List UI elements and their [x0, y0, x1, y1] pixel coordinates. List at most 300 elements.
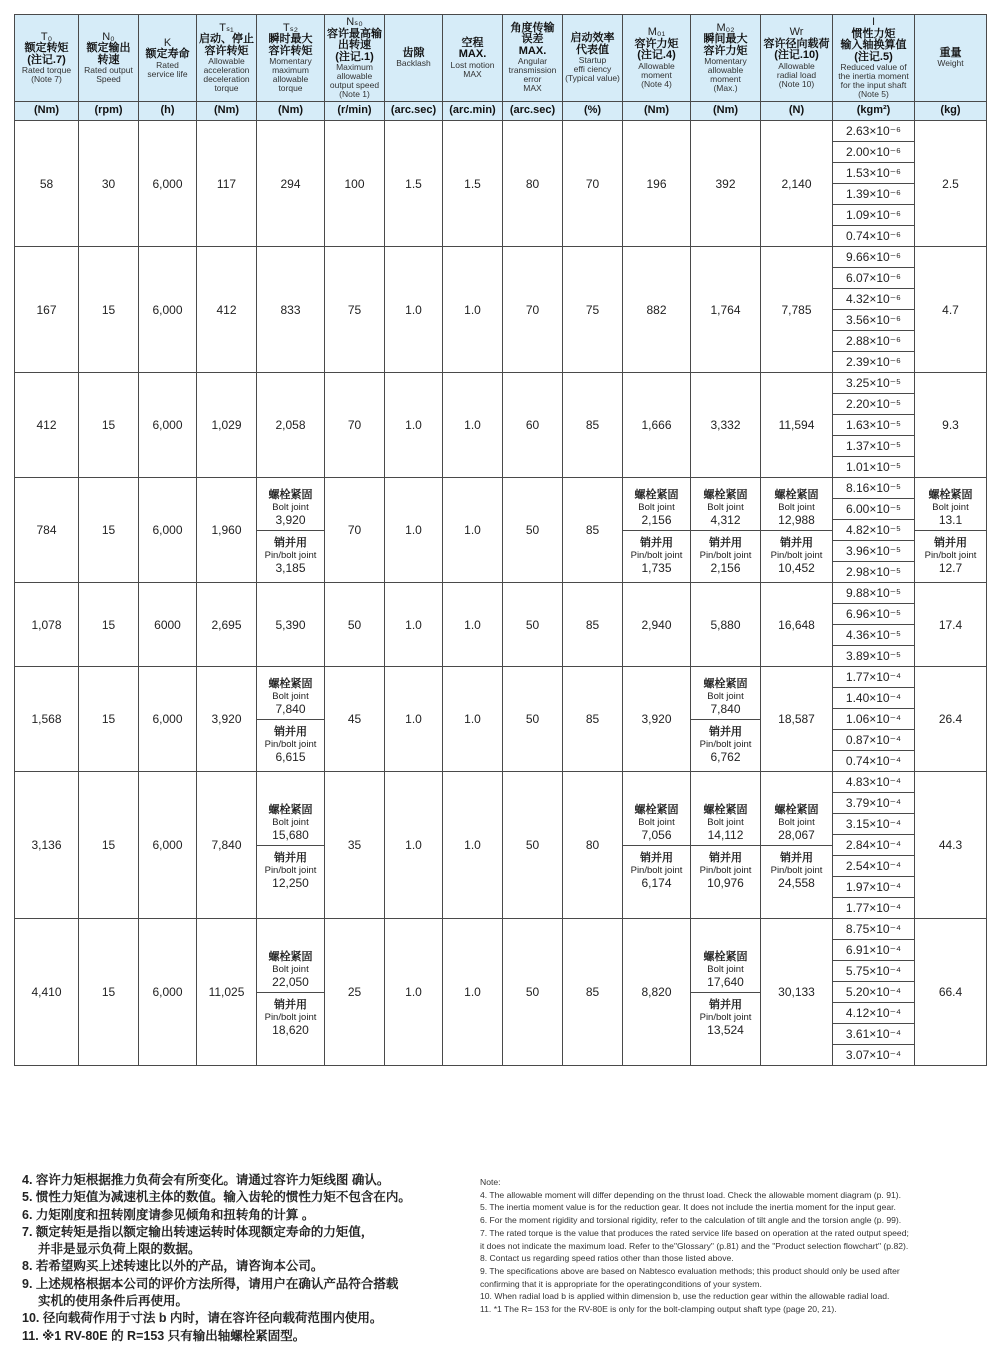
- inertia-value: 1.37×10⁻⁵: [833, 436, 915, 457]
- value-cell: 85: [563, 373, 623, 478]
- value-cell: 117: [197, 121, 257, 247]
- inertia-value: 4.32×10⁻⁶: [833, 289, 915, 310]
- note-cn-line: 并非是显示负荷上限的数据。: [38, 1242, 201, 1257]
- joint-type-chinese: 销并用: [274, 851, 307, 864]
- joint-type-chinese: 螺栓紧固: [634, 803, 679, 816]
- inertia-value: 8.16×10⁻⁵: [833, 478, 915, 499]
- header-english: Momentary maximum allowable torque: [269, 56, 312, 94]
- column-header-6: [385, 15, 443, 102]
- joint-type-english: Pin/bolt joint: [264, 1011, 317, 1023]
- value-cell: 15: [79, 667, 139, 772]
- split-value-cell: [623, 478, 691, 583]
- header-symbol: Tₛ₂: [282, 21, 299, 34]
- value-cell: 16,648: [761, 583, 833, 667]
- value-cell: 294: [257, 121, 325, 247]
- inertia-value: 2.54×10⁻⁴: [833, 856, 915, 877]
- header-symbol: M₀₁: [647, 26, 666, 39]
- header-chinese: 启动效率 代表值: [570, 32, 615, 56]
- joint-type-chinese: 销并用: [709, 851, 742, 864]
- joint-type-english: Pin/bolt joint: [699, 738, 752, 750]
- note-en-line: 8. Contact us regarding speed ratios other than those listed above.: [480, 1253, 734, 1264]
- header-symbol: K: [163, 36, 172, 49]
- value-cell: 3,332: [691, 373, 761, 478]
- value-cell: 1,568: [15, 667, 79, 772]
- unit-cell-10: (Nm): [623, 102, 691, 121]
- joint-type-english: Bolt joint: [272, 501, 309, 513]
- header-english: Reduced value of the inertia moment for the input shaft (Note 5): [838, 62, 909, 100]
- value-cell: 3,920: [623, 667, 691, 772]
- note-en-line: 7. The rated torque is the value that produces the rated service life based on operation at the rated output speed;: [480, 1227, 909, 1238]
- value-cell: 2,940: [623, 583, 691, 667]
- column-header-12: [761, 15, 833, 102]
- value-cell: 5,880: [691, 583, 761, 667]
- value-cell: 85: [563, 667, 623, 772]
- split-value-cell: [623, 772, 691, 919]
- value-cell: 1,078: [15, 583, 79, 667]
- header-chinese: 重量: [939, 46, 962, 59]
- value-cell: 58: [15, 121, 79, 247]
- value-cell: 1,029: [197, 373, 257, 478]
- inertia-value: 1.39×10⁻⁶: [833, 184, 915, 205]
- header-symbol: Nₛ₀: [346, 16, 363, 29]
- bolt-joint-group: [257, 483, 324, 530]
- header-english: Backlash: [396, 58, 431, 69]
- column-header-0: [15, 15, 79, 102]
- joint-value: 17,640: [707, 974, 744, 989]
- joint-value: 7,056: [641, 827, 672, 842]
- unit-cell-4: (Nm): [257, 102, 325, 121]
- column-header-4: [257, 15, 325, 102]
- bolt-joint-group: [623, 798, 690, 845]
- value-cell: 1,960: [197, 478, 257, 583]
- value-cell: 412: [197, 247, 257, 373]
- joint-value: 13.1: [938, 512, 963, 527]
- value-cell: 392: [691, 121, 761, 247]
- inertia-value: 2.20×10⁻⁵: [833, 394, 915, 415]
- joint-value: 6,762: [710, 749, 741, 764]
- inertia-value: 1.40×10⁻⁴: [833, 688, 915, 709]
- note-cn-line: 5. 惯性力矩值为减速机主体的数值。输入齿轮的惯性力矩不包含在内。: [22, 1190, 411, 1205]
- joint-type-chinese: 销并用: [274, 998, 307, 1011]
- value-cell: 1.0: [385, 373, 443, 478]
- joint-type-chinese: 螺栓紧固: [268, 950, 313, 963]
- joint-type-english: Bolt joint: [707, 963, 744, 975]
- value-cell: 2,695: [197, 583, 257, 667]
- pin-bolt-joint-group: [915, 531, 986, 578]
- value-cell: 1.0: [385, 583, 443, 667]
- column-header-9: [563, 15, 623, 102]
- joint-type-english: Pin/bolt joint: [699, 549, 752, 561]
- value-cell: 3,136: [15, 772, 79, 919]
- column-header-8: [503, 15, 563, 102]
- unit-cell-13: (kgm²): [833, 102, 915, 121]
- joint-value: 24,558: [778, 875, 815, 890]
- joint-type-chinese: 销并用: [274, 536, 307, 549]
- joint-type-english: Pin/bolt joint: [699, 1011, 752, 1023]
- joint-type-english: Pin/bolt joint: [770, 864, 823, 876]
- value-cell: 1.0: [443, 478, 503, 583]
- value-cell: 4.7: [915, 247, 987, 373]
- header-english: Allowable moment (Note 4): [638, 60, 675, 89]
- joint-type-chinese: 销并用: [274, 725, 307, 738]
- joint-type-chinese: 销并用: [640, 851, 673, 864]
- table-row: [15, 919, 987, 940]
- header-english: Startup effi ciency (Typical value): [565, 55, 620, 83]
- joint-type-english: Pin/bolt joint: [630, 864, 683, 876]
- joint-type-english: Bolt joint: [932, 501, 969, 513]
- value-cell: 196: [623, 121, 691, 247]
- value-cell: 50: [503, 667, 563, 772]
- inertia-value: 0.74×10⁻⁴: [833, 751, 915, 772]
- unit-cell-14: (kg): [915, 102, 987, 121]
- inertia-value: 1.09×10⁻⁶: [833, 205, 915, 226]
- split-value-cell: [761, 772, 833, 919]
- note-cn-line: 11. ※1 RV-80E 的 R=153 只有输出轴螺栓紧固型。: [22, 1328, 306, 1343]
- inertia-value: 1.01×10⁻⁵: [833, 457, 915, 478]
- table-row: [15, 247, 987, 268]
- inertia-value: 1.97×10⁻⁴: [833, 877, 915, 898]
- column-header-2: [139, 15, 197, 102]
- value-cell: 1.0: [385, 919, 443, 1066]
- value-cell: 15: [79, 772, 139, 919]
- value-cell: 1.0: [443, 247, 503, 373]
- header-chinese: 瞬间最大 容许力矩: [703, 33, 748, 57]
- bolt-joint-group: [623, 483, 690, 530]
- header-english: Momentary allowable moment (Max.): [704, 56, 747, 94]
- bolt-joint-group: [257, 945, 324, 992]
- bolt-joint-group: [691, 483, 760, 530]
- value-cell: 3,920: [197, 667, 257, 772]
- pin-bolt-joint-group: [257, 531, 324, 578]
- split-value-cell: [257, 919, 325, 1066]
- split-value-cell: [691, 772, 761, 919]
- value-cell: 85: [563, 583, 623, 667]
- inertia-value: 3.56×10⁻⁶: [833, 310, 915, 331]
- joint-value: 12.7: [938, 560, 963, 575]
- unit-cell-3: (Nm): [197, 102, 257, 121]
- header-chinese: 启动、停止 容许转矩: [199, 33, 254, 57]
- split-value-cell: [257, 772, 325, 919]
- inertia-value: 6.00×10⁻⁵: [833, 499, 915, 520]
- value-cell: 412: [15, 373, 79, 478]
- header-english: Allowable radial load (Note 10): [776, 60, 817, 89]
- inertia-value: 3.15×10⁻⁴: [833, 814, 915, 835]
- joint-type-english: Pin/bolt joint: [264, 738, 317, 750]
- value-cell: 15: [79, 583, 139, 667]
- column-header-1: [79, 15, 139, 102]
- inertia-value: 0.74×10⁻⁶: [833, 226, 915, 247]
- unit-cell-0: (Nm): [15, 102, 79, 121]
- inertia-value: 5.20×10⁻⁴: [833, 982, 915, 1003]
- value-cell: 18,587: [761, 667, 833, 772]
- pin-bolt-joint-group: [691, 993, 760, 1040]
- value-cell: 30: [79, 121, 139, 247]
- value-cell: 75: [563, 247, 623, 373]
- inertia-value: 2.84×10⁻⁴: [833, 835, 915, 856]
- value-cell: 2.5: [915, 121, 987, 247]
- bolt-joint-group: [257, 798, 324, 845]
- joint-type-chinese: 螺栓紧固: [774, 488, 819, 501]
- value-cell: 8,820: [623, 919, 691, 1066]
- value-cell: 85: [563, 919, 623, 1066]
- table-row: [15, 772, 987, 793]
- inertia-value: 4.82×10⁻⁵: [833, 520, 915, 541]
- value-cell: 167: [15, 247, 79, 373]
- table-row: [15, 478, 987, 499]
- column-header-11: [691, 15, 761, 102]
- header-english: Allowable acceleration deceleration torque: [203, 56, 250, 94]
- header-symbol: N₀: [102, 30, 115, 43]
- value-cell: 1.0: [385, 247, 443, 373]
- header-english: Lost motion MAX: [450, 59, 495, 79]
- joint-type-chinese: 螺栓紧固: [774, 803, 819, 816]
- value-cell: 4,410: [15, 919, 79, 1066]
- inertia-value: 1.06×10⁻⁴: [833, 709, 915, 730]
- joint-type-english: Bolt joint: [638, 816, 675, 828]
- note-en-line: 6. For the moment rigidity and torsional rigidity, refer to the calculation of tilt angle and the torsion angle (p. 99).: [480, 1215, 902, 1226]
- note-cn-line: 10. 径向载荷作用于寸法 b 内时，请在容许径向载荷范围内使用。: [22, 1311, 383, 1326]
- unit-cell-9: (%): [563, 102, 623, 121]
- value-cell: 6,000: [139, 121, 197, 247]
- header-english: Maximum allowable output speed (Note 1): [329, 62, 380, 100]
- unit-cell-12: (N): [761, 102, 833, 121]
- value-cell: 9.3: [915, 373, 987, 478]
- value-cell: 833: [257, 247, 325, 373]
- header-chinese: 容许径向载荷 (注记.10): [763, 37, 830, 62]
- pin-bolt-joint-group: [623, 531, 690, 578]
- joint-type-chinese: 螺栓紧固: [703, 950, 748, 963]
- value-cell: 50: [503, 772, 563, 919]
- joint-value: 28,067: [778, 827, 815, 842]
- header-symbol: T₀: [40, 30, 53, 43]
- joint-value: 3,920: [275, 512, 306, 527]
- table-row: [15, 667, 987, 688]
- value-cell: 15: [79, 247, 139, 373]
- value-cell: 44.3: [915, 772, 987, 919]
- value-cell: 80: [503, 121, 563, 247]
- bolt-joint-group: [691, 798, 760, 845]
- joint-type-chinese: 螺栓紧固: [268, 677, 313, 690]
- inertia-value: 3.96×10⁻⁵: [833, 541, 915, 562]
- note-cn-line: 9. 上述规格根据本公司的评价方法所得，请用户在确认产品符合搭载: [22, 1276, 399, 1291]
- pin-bolt-joint-group: [257, 846, 324, 893]
- note-en-line: 11. *1 The R= 153 for the RV-80E is only for the bolt-clamping output shaft type (page 20, 21).: [480, 1304, 837, 1315]
- value-cell: 6,000: [139, 919, 197, 1066]
- header-chinese: 齿隙: [402, 46, 425, 59]
- joint-value: 10,976: [707, 875, 744, 890]
- inertia-value: 9.88×10⁻⁵: [833, 583, 915, 604]
- joint-type-chinese: 螺栓紧固: [928, 488, 973, 501]
- joint-type-english: Pin/bolt joint: [770, 549, 823, 561]
- value-cell: 80: [563, 772, 623, 919]
- inertia-value: 4.36×10⁻⁵: [833, 625, 915, 646]
- value-cell: 1.5: [385, 121, 443, 247]
- header-chinese: 空程 MAX.: [458, 36, 487, 61]
- value-cell: 35: [325, 772, 385, 919]
- note-en-line: it does not indicate the maximum load. Refer to the"Glossary" (p.81) and the "Product selection flowchart" (p.82).: [480, 1240, 909, 1251]
- inertia-value: 3.89×10⁻⁵: [833, 646, 915, 667]
- column-header-5: [325, 15, 385, 102]
- inertia-value: 4.12×10⁻⁴: [833, 1003, 915, 1024]
- joint-type-english: Bolt joint: [778, 501, 815, 513]
- split-value-cell: [691, 478, 761, 583]
- value-cell: 784: [15, 478, 79, 583]
- joint-type-chinese: 销并用: [780, 851, 813, 864]
- inertia-value: 0.87×10⁻⁴: [833, 730, 915, 751]
- inertia-value: 3.79×10⁻⁴: [833, 793, 915, 814]
- joint-value: 12,250: [272, 875, 309, 890]
- inertia-value: 2.63×10⁻⁶: [833, 121, 915, 142]
- value-cell: 1.0: [385, 667, 443, 772]
- header-symbol: Tₛ₁: [219, 21, 234, 34]
- inertia-value: 2.39×10⁻⁶: [833, 352, 915, 373]
- bolt-joint-group: [761, 483, 832, 530]
- inertia-value: 2.98×10⁻⁵: [833, 562, 915, 583]
- value-cell: 7,785: [761, 247, 833, 373]
- note-en-line: 4. The allowable moment will differ depending on the thrust load. Check the allowable moment diagram (p. 91).: [480, 1189, 902, 1200]
- header-english: Rated output Speed: [84, 65, 133, 85]
- split-value-cell: [691, 919, 761, 1066]
- pin-bolt-joint-group: [691, 720, 760, 767]
- column-header-7: [443, 15, 503, 102]
- note-cn-line: 实机的使用条件后再使用。: [38, 1294, 189, 1309]
- pin-bolt-joint-group: [623, 846, 690, 893]
- inertia-value: 1.77×10⁻⁴: [833, 667, 915, 688]
- joint-type-english: Bolt joint: [272, 690, 309, 702]
- inertia-value: 1.77×10⁻⁴: [833, 898, 915, 919]
- unit-cell-11: (Nm): [691, 102, 761, 121]
- unit-cell-6: (arc.sec): [385, 102, 443, 121]
- value-cell: 6000: [139, 583, 197, 667]
- value-cell: 50: [325, 583, 385, 667]
- joint-value: 14,112: [707, 827, 744, 842]
- joint-type-english: Bolt joint: [707, 501, 744, 513]
- value-cell: 70: [563, 121, 623, 247]
- notes-chinese: [22, 1172, 472, 1345]
- value-cell: 1.0: [443, 772, 503, 919]
- inertia-value: 1.63×10⁻⁵: [833, 415, 915, 436]
- bolt-joint-group: [691, 672, 760, 719]
- value-cell: 1.0: [443, 667, 503, 772]
- header-chinese: 额定寿命: [145, 48, 190, 61]
- value-cell: 45: [325, 667, 385, 772]
- joint-value: 6,615: [275, 749, 306, 764]
- value-cell: 1,764: [691, 247, 761, 373]
- joint-type-chinese: 销并用: [709, 725, 742, 738]
- value-cell: 6,000: [139, 478, 197, 583]
- joint-type-english: Pin/bolt joint: [264, 549, 317, 561]
- joint-value: 18,620: [272, 1022, 309, 1037]
- joint-type-chinese: 销并用: [640, 536, 673, 549]
- inertia-value: 6.07×10⁻⁶: [833, 268, 915, 289]
- value-cell: 17.4: [915, 583, 987, 667]
- table-row: [15, 583, 987, 604]
- joint-type-english: Bolt joint: [778, 816, 815, 828]
- value-cell: 1.0: [443, 583, 503, 667]
- joint-type-english: Pin/bolt joint: [699, 864, 752, 876]
- split-value-cell: [257, 478, 325, 583]
- column-header-13: [833, 15, 915, 102]
- value-cell: 1.0: [443, 373, 503, 478]
- value-cell: 1.0: [385, 478, 443, 583]
- header-chinese: 容许最高输 出转速 (注记.1): [327, 27, 382, 63]
- value-cell: 30,133: [761, 919, 833, 1066]
- value-cell: 85: [563, 478, 623, 583]
- value-cell: 75: [325, 247, 385, 373]
- note-en-line: Note:: [480, 1177, 501, 1187]
- joint-type-chinese: 螺栓紧固: [703, 803, 748, 816]
- value-cell: 50: [503, 478, 563, 583]
- split-value-cell: [761, 478, 833, 583]
- joint-value: 13,524: [707, 1022, 744, 1037]
- bolt-joint-group: [761, 798, 832, 845]
- value-cell: 6,000: [139, 247, 197, 373]
- value-cell: 11,594: [761, 373, 833, 478]
- bolt-joint-group: [257, 672, 324, 719]
- value-cell: 1.5: [443, 121, 503, 247]
- joint-value: 6,174: [641, 875, 672, 890]
- joint-type-chinese: 销并用: [709, 536, 742, 549]
- joint-value: 22,050: [272, 974, 309, 989]
- joint-type-chinese: 螺栓紧固: [268, 488, 313, 501]
- joint-type-chinese: 螺栓紧固: [268, 803, 313, 816]
- joint-type-chinese: 销并用: [934, 536, 967, 549]
- value-cell: 5,390: [257, 583, 325, 667]
- joint-value: 4,312: [710, 512, 741, 527]
- value-cell: 11,025: [197, 919, 257, 1066]
- joint-value: 1,735: [641, 560, 672, 575]
- joint-type-english: Bolt joint: [707, 816, 744, 828]
- value-cell: 66.4: [915, 919, 987, 1066]
- value-cell: 1.0: [385, 772, 443, 919]
- value-cell: 2,058: [257, 373, 325, 478]
- value-cell: 50: [503, 919, 563, 1066]
- pin-bolt-joint-group: [761, 531, 832, 578]
- value-cell: 26.4: [915, 667, 987, 772]
- header-english: Weight: [937, 58, 964, 69]
- value-cell: 6,000: [139, 667, 197, 772]
- header-symbol: I: [871, 16, 876, 29]
- split-value-cell: [257, 667, 325, 772]
- header-chinese: 额定转矩 (注记.7): [24, 42, 69, 66]
- spec-table: [14, 14, 987, 1066]
- joint-value: 7,840: [710, 701, 741, 716]
- value-cell: 50: [503, 583, 563, 667]
- header-symbol: M₀₂: [716, 21, 735, 34]
- column-header-14: [915, 15, 987, 102]
- inertia-value: 4.83×10⁻⁴: [833, 772, 915, 793]
- value-cell: 25: [325, 919, 385, 1066]
- table-row: [15, 373, 987, 394]
- value-cell: 6,000: [139, 373, 197, 478]
- header-chinese: 惯性力矩 输入轴换算值 (注记.5): [840, 27, 907, 63]
- unit-cell-8: (arc.sec): [503, 102, 563, 121]
- joint-value: 12,988: [778, 512, 815, 527]
- unit-cell-1: (rpm): [79, 102, 139, 121]
- unit-cell-7: (arc.min): [443, 102, 503, 121]
- header-english: Rated torque (Note 7): [21, 65, 72, 85]
- bolt-joint-group: [691, 945, 760, 992]
- pin-bolt-joint-group: [257, 993, 324, 1040]
- inertia-value: 3.61×10⁻⁴: [833, 1024, 915, 1045]
- inertia-value: 1.53×10⁻⁶: [833, 163, 915, 184]
- joint-type-chinese: 螺栓紧固: [703, 677, 748, 690]
- joint-value: 2,156: [710, 560, 741, 575]
- value-cell: 15: [79, 373, 139, 478]
- unit-cell-5: (r/min): [325, 102, 385, 121]
- joint-value: 10,452: [778, 560, 815, 575]
- note-cn-line: 4. 容许力矩根据推力负荷会有所变化。请通过容许力矩线图 确认。: [22, 1173, 390, 1187]
